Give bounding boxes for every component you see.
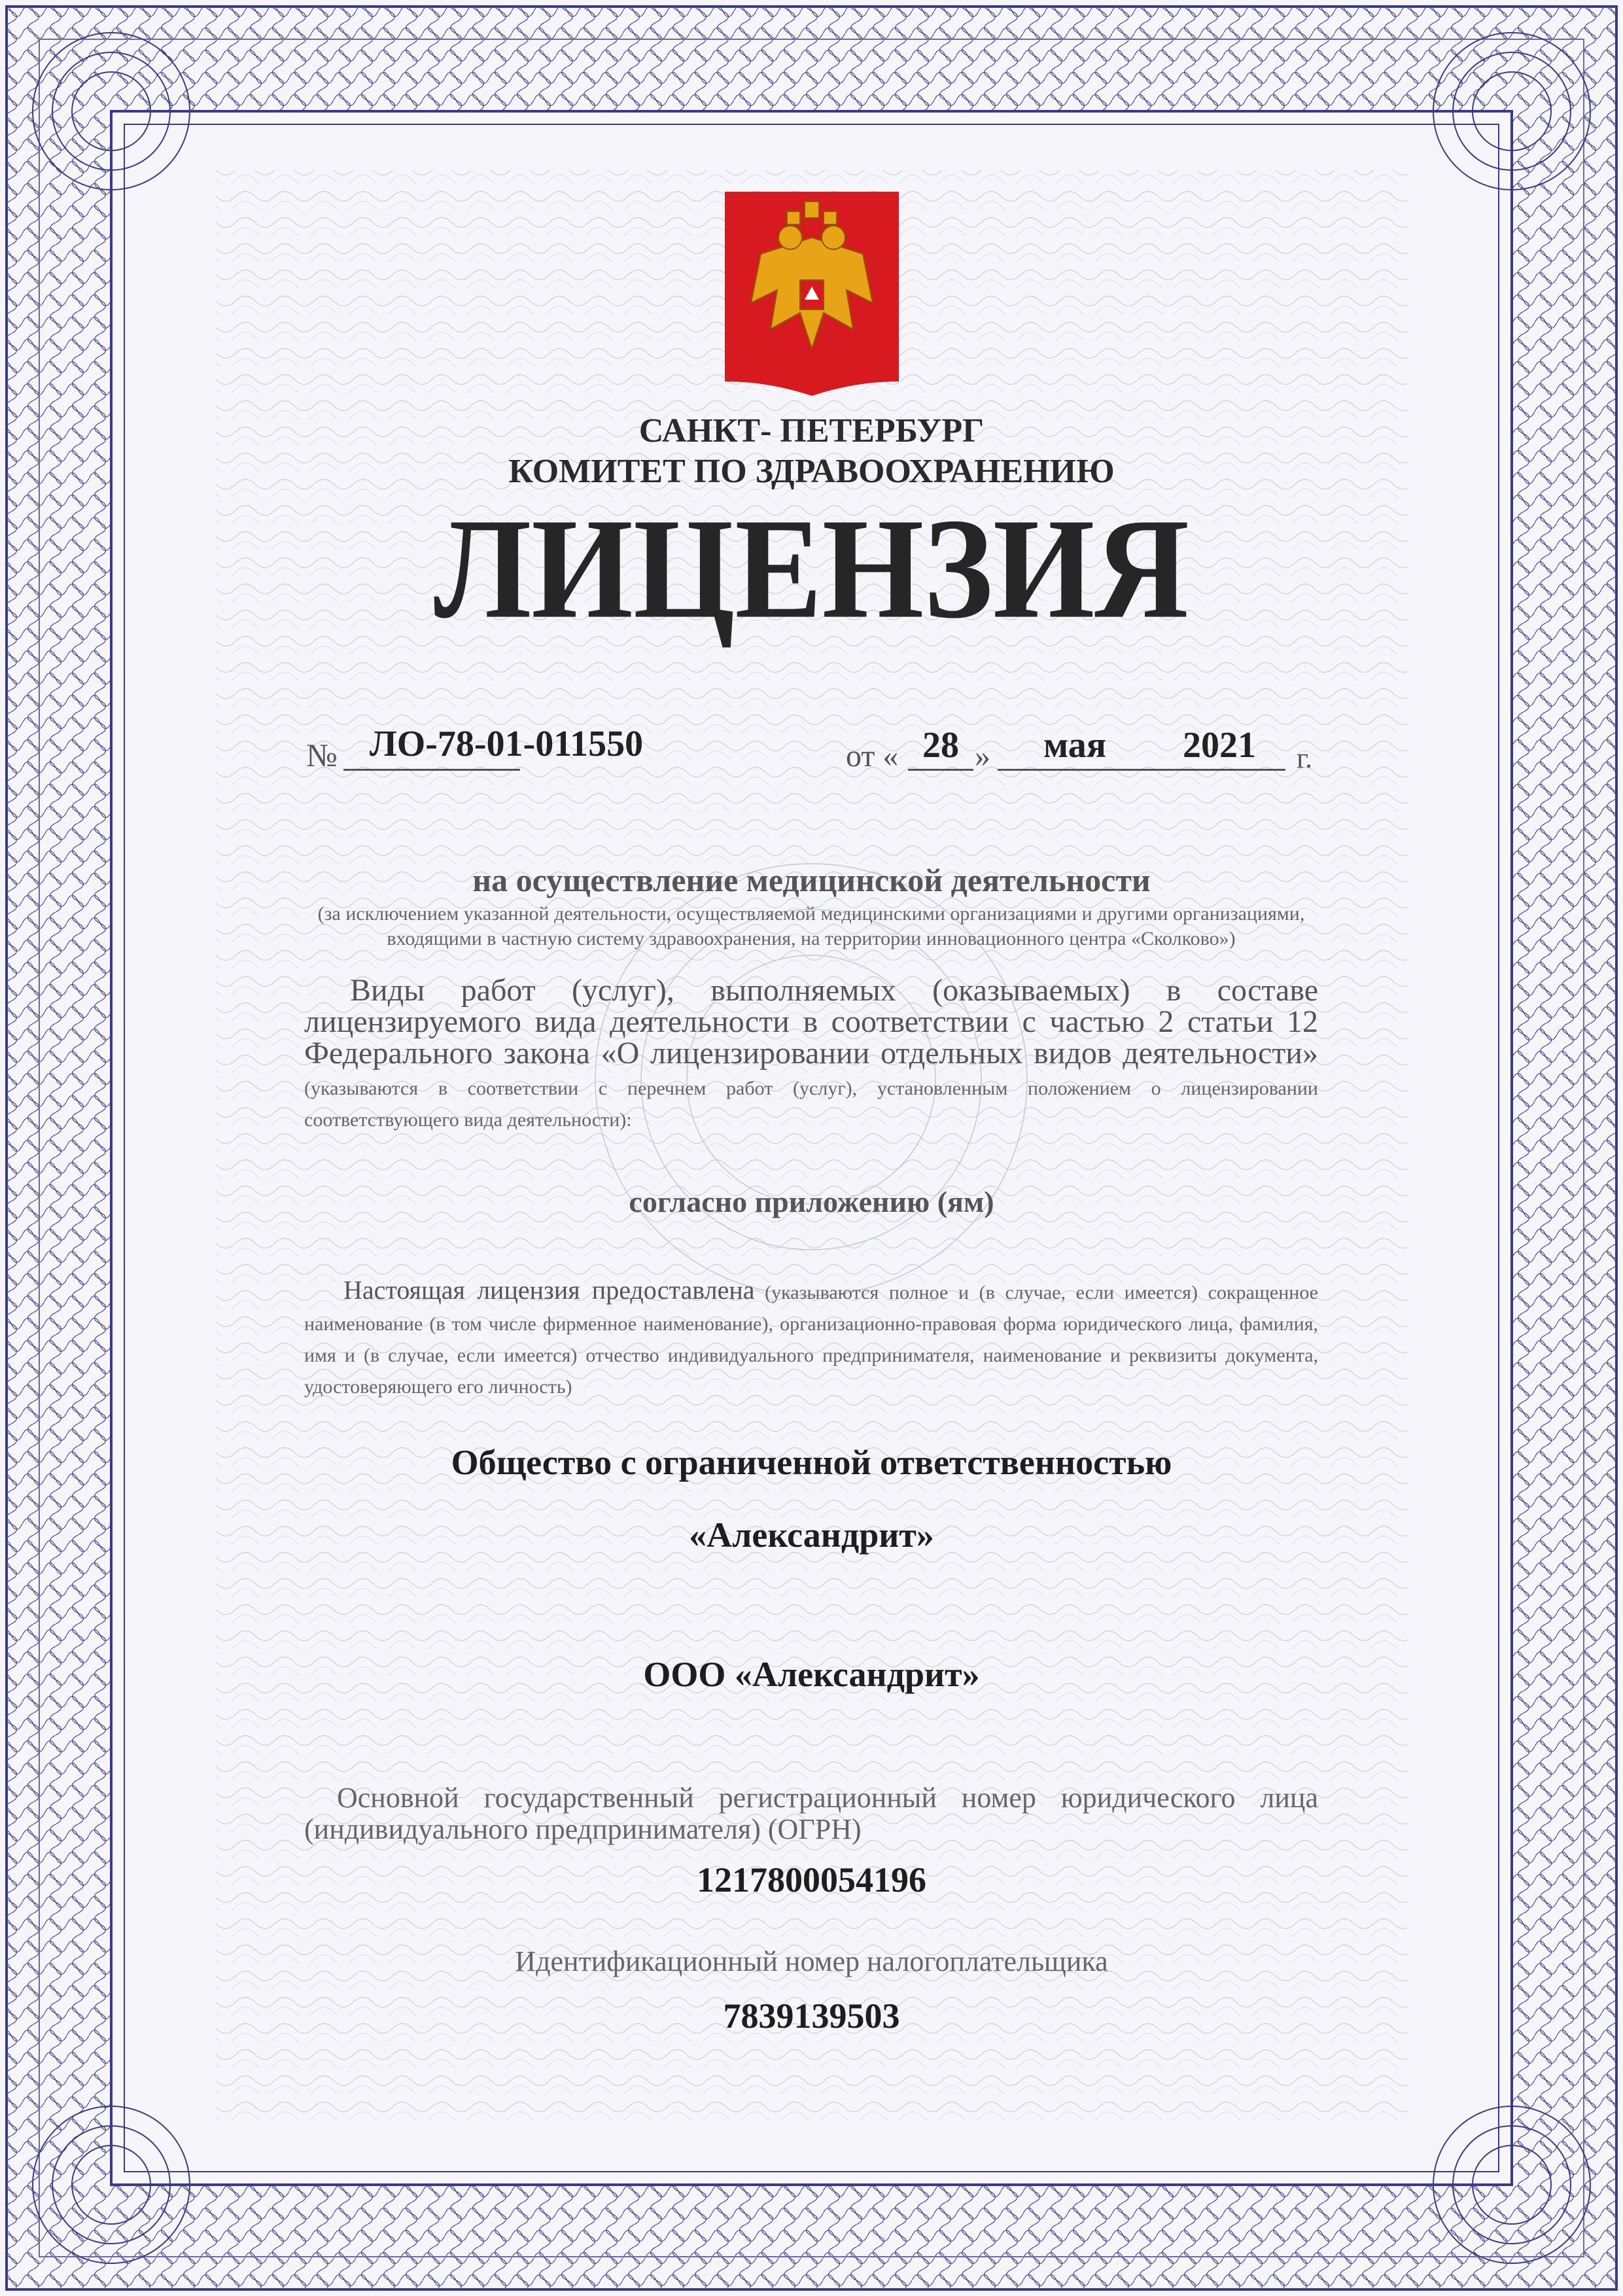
- month-year-underline: [998, 769, 1285, 771]
- date-prefix: от «: [846, 739, 899, 773]
- granted-note-text: (указываются полное и (в случае, если имеется) сокращенное наименование (в том числе фирменное наименование), организационно-правовая форма юридического лица, фамилия, имя и (в случае, если имеется) отчество индивидуального предпринимателя, наименование и реквизиты документа, удостоверяющего его личность): [304, 1282, 1318, 1398]
- license-day: 28: [922, 725, 959, 766]
- license-month: мая: [1043, 725, 1107, 766]
- licensee-full-name-line2: «Александрит»: [689, 1515, 934, 1555]
- granted-lead-text: Настоящая лицензия предоставлена: [343, 1275, 755, 1305]
- activity-heading: на осуществление медицинской деятельности: [472, 862, 1151, 898]
- licensee-full-name-line1: Общество с ограниченной ответственностью: [451, 1443, 1172, 1482]
- year-suffix: г.: [1297, 742, 1313, 774]
- ogrn-value: 1217800054196: [697, 1860, 926, 1899]
- license-year: 2021: [1183, 725, 1256, 766]
- per-annex-text: согласно приложению (ям): [629, 1185, 994, 1218]
- authority-heading: КОМИТЕТ ПО ЗДРАВООХРАНЕНИЮ: [508, 453, 1115, 490]
- activity-note: (за исключением указанной деятельности, осуществляемой медицинскими организациями и другими организациями, входящими в частную систему здравоохранения, на территории инновационного центра «Сколково»): [317, 903, 1305, 949]
- inn-label: Идентификационный номер налогоплательщика: [515, 1945, 1108, 1977]
- works-note-text: (указываются в соответствии с перечнем работ (услуг), установленным положением о лицензировании соответствующего вида деятельности):: [304, 1078, 1318, 1131]
- number-underline: [343, 769, 520, 771]
- ogrn-label: Основной государственный регистрационный номер юридического лица (индивидуального предпринимателя) (ОГРН): [304, 1782, 1318, 1845]
- works-main-text: Виды работ (услуг), выполняемых (оказываемых) в составе лицензируемого вида деятельности в соответствии с частью 2 статьи 12 Федерального закона «О лицензировании отдельных видов деятельности»: [304, 973, 1318, 1070]
- coat-of-arms-emblem: [725, 192, 899, 396]
- date-quote-close: »: [975, 739, 990, 773]
- city-heading: САНКТ- ПЕТЕРБУРГ: [638, 412, 985, 450]
- inn-value: 7839139503: [723, 1996, 900, 2036]
- license-number: ЛО-78-01-011550: [370, 724, 644, 764]
- works-paragraph: [304, 975, 1318, 1136]
- document-title: ЛИЦЕНЗИЯ: [434, 489, 1189, 648]
- number-sign: №: [306, 737, 338, 773]
- granted-paragraph: [304, 1275, 1318, 1403]
- day-underline: [908, 769, 973, 771]
- licensee-short-name: ООО «Александрит»: [643, 1655, 980, 1694]
